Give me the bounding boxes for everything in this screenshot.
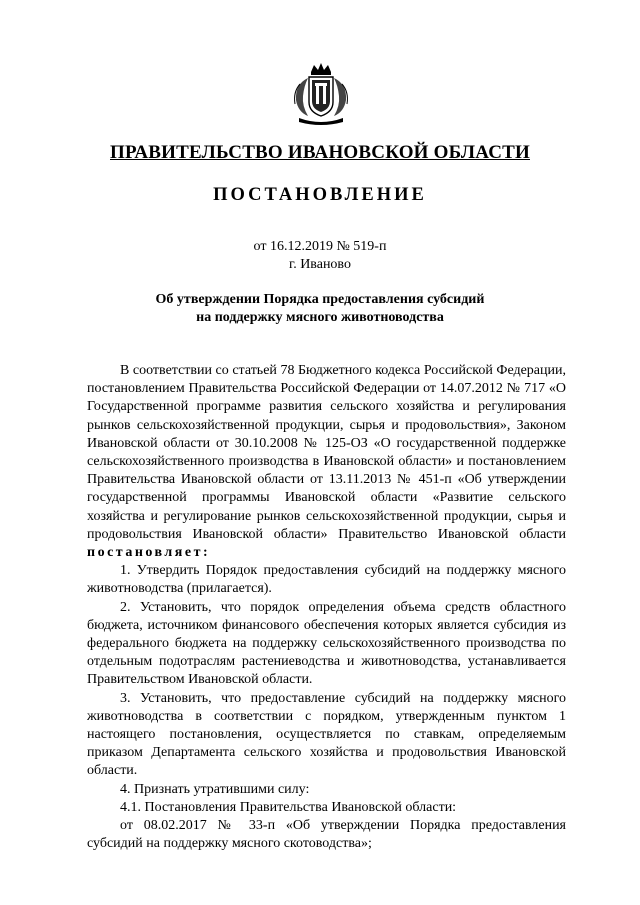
government-title: ПРАВИТЕЛЬСТВО ИВАНОВСКОЙ ОБЛАСТИ bbox=[110, 142, 530, 163]
item-paragraph: 3. Установить, что предоставление субсидий на поддержку мясного животноводства в соответствии с порядком, утвержденным пунктом 1 настоящего постановления, осуществляется по ставкам, определяемым приказом Департамента сельского хозяйства и продовольствия Ивановской области. bbox=[87, 690, 566, 779]
resolves-word: постановляет bbox=[87, 545, 203, 561]
subject-line-2: на поддержку мясного животноводства bbox=[196, 310, 444, 325]
preamble-paragraph bbox=[87, 362, 566, 562]
resolves-colon: : bbox=[202, 545, 208, 561]
document-body bbox=[87, 362, 566, 853]
item-paragraph: от 08.02.2017 № 33-п «Об утверждении Порядка предоставления субсидий на поддержку мясного скотоводства»; bbox=[87, 818, 566, 852]
document-type: ПОСТАНОВЛЕНИЕ bbox=[213, 185, 427, 205]
document-subject bbox=[0, 291, 640, 327]
city: г. Иваново bbox=[289, 257, 351, 272]
preamble-text: В соответствии со статьей 78 Бюджетного кодекса Российской Федерации, постановлением Правительства Российской Федерации от 14.07.2012 № 717 «О Государственной программе развития сельского хозяйства и регулирования рынков сельскохозяйственной продукции, сырья и продовольствия», Законом Ивановской области от 30.10.2008 № 125-ОЗ «О государственной поддержке сельскохозяйственного производства в Ивановской области» и постановлением Правительства Ивановской области от 13.11.2013 № 451-п «Об утверждении государственной программы Ивановской области «Развитие сельского хозяйства и регулирование рынков сельскохозяйственной продукции, сырья и продовольствия Ивановской области» Правительство Ивановской области bbox=[87, 363, 566, 542]
item-paragraph: 4.1. Постановления Правительства Ивановской области: bbox=[120, 799, 457, 815]
subject-line-1: Об утверждении Порядка предоставления субсидий bbox=[155, 292, 485, 307]
item-paragraph: 1. Утвердить Порядок предоставления субсидий на поддержку мясного животноводства (прилагается). bbox=[87, 563, 566, 597]
date-number: от 16.12.2019 № 519-п bbox=[253, 239, 387, 254]
coat-of-arms-icon bbox=[291, 62, 351, 128]
item-paragraph: 2. Установить, что порядок определения объема средств областного бюджета, источником финансового обеспечения которых является субсидия из федерального бюджета на поддержку сельскохозяйственного производства по отдельным подотраслям растениеводства и животноводства, устанавливается Правительством Ивановской области. bbox=[87, 599, 566, 688]
item-paragraph: 4. Признать утратившими силу: bbox=[120, 781, 310, 797]
document-meta bbox=[0, 238, 640, 274]
